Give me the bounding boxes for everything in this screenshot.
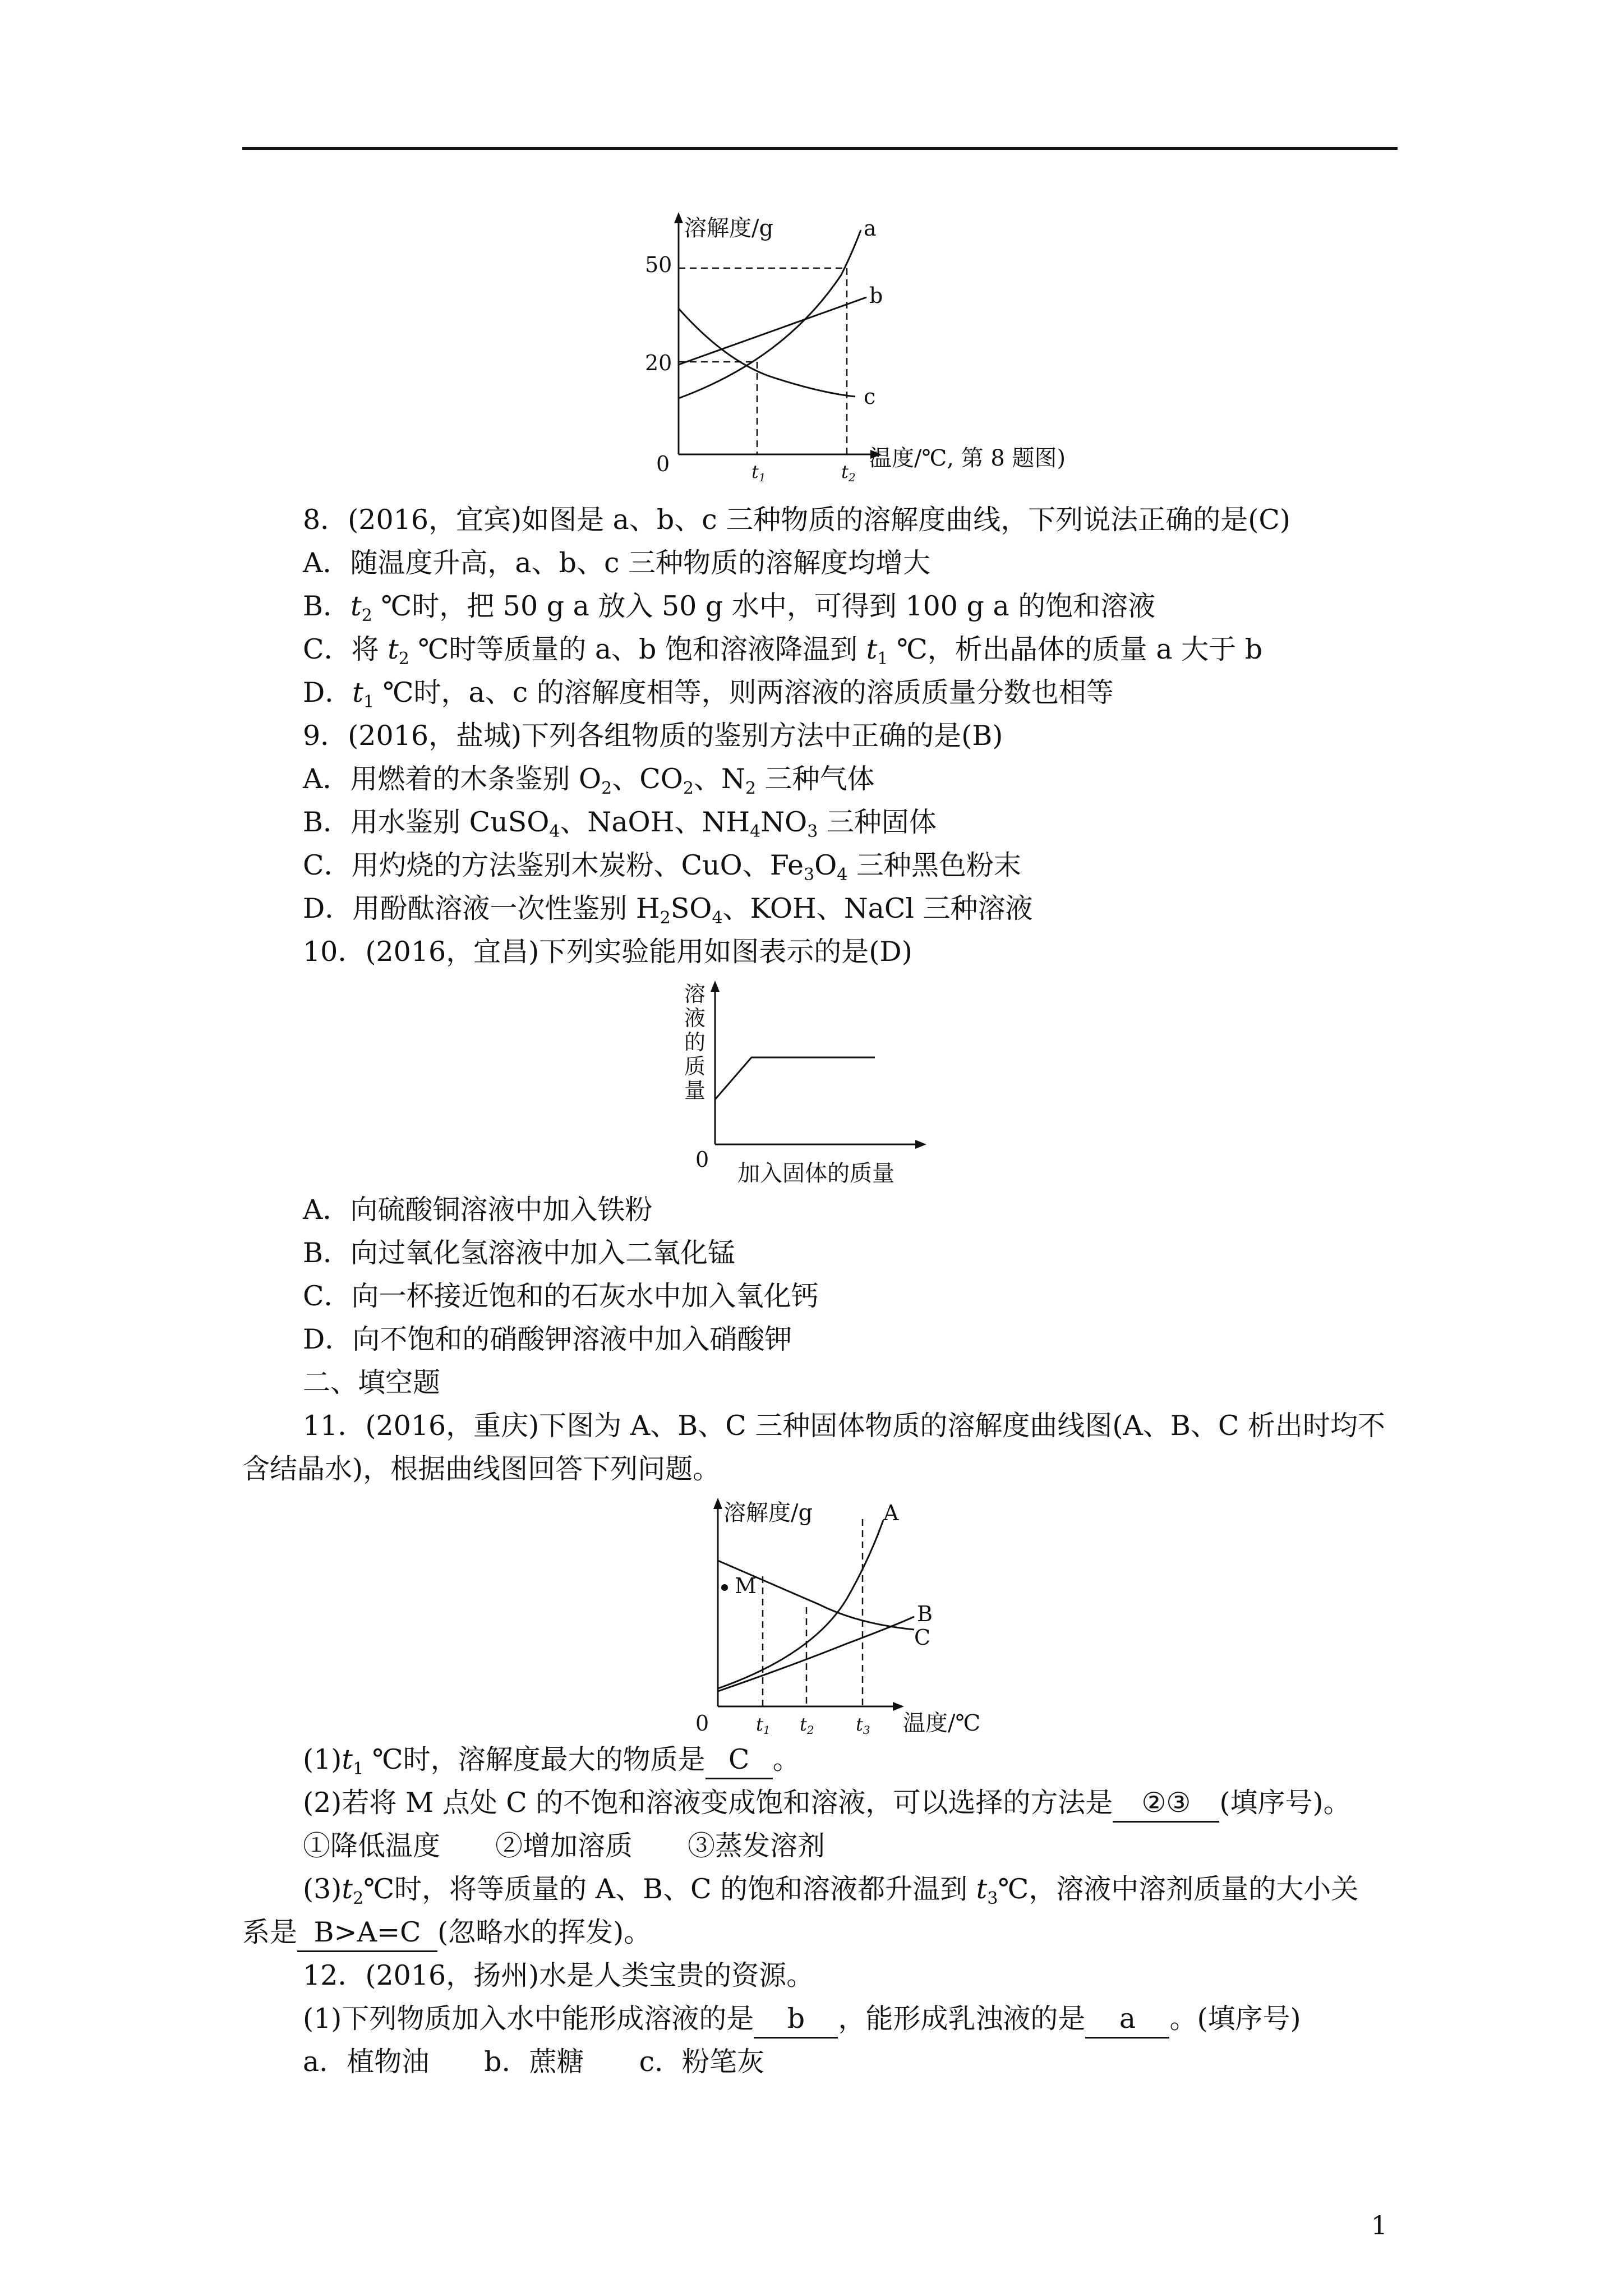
curve-A bbox=[718, 1520, 883, 1688]
q8-option-d: D．$t_1$ ℃时，a、c 的溶解度相等，则两溶液的溶质质量分数也相等 bbox=[303, 677, 1114, 712]
q11-part2-options: ①降低温度 ②增加溶质 ③蒸发溶剂 bbox=[303, 1830, 826, 1862]
q9-option-b: B．用水鉴别 CuSO$_4$、NaOH、$NH_4NO_3$ 三种固体 bbox=[303, 806, 937, 841]
mass-curve bbox=[715, 1057, 875, 1099]
header-rule bbox=[242, 147, 1398, 150]
curve-a bbox=[679, 230, 861, 398]
q12-answer-1: b bbox=[754, 2001, 838, 2039]
figure-q8 bbox=[639, 208, 1066, 484]
tick-t2: t2 bbox=[841, 461, 856, 484]
q8-answer: C bbox=[1258, 504, 1280, 536]
label-C: C bbox=[914, 1625, 931, 1650]
section-heading: 二、填空题 bbox=[303, 1366, 441, 1398]
q11-part2-answer: ②③ bbox=[1113, 1785, 1219, 1823]
q11-part1-answer: C bbox=[706, 1742, 773, 1779]
y-tick-20: 20 bbox=[645, 351, 672, 375]
tick-t1: t1 bbox=[756, 1714, 771, 1737]
curve-B bbox=[718, 1617, 914, 1691]
q10-option-b: B．向过氧化氢溶液中加入二氧化锰 bbox=[303, 1237, 736, 1269]
q9-option-d: D．用酚酞溶液一次性鉴别 $H_2SO_4$、KOH、NaCl 三种溶液 bbox=[303, 892, 1033, 928]
ylabel-char-4: 质 bbox=[684, 1054, 706, 1079]
q8-option-a: A．随温度升高，a、b、c 三种物质的溶解度均增大 bbox=[303, 547, 930, 579]
origin-label: 0 bbox=[695, 1147, 709, 1172]
q9-option-a: A．用燃着的木条鉴别 $O_2$、$CO_2$、$N_2$ 三种气体 bbox=[303, 763, 875, 798]
tick-t2: t2 bbox=[800, 1714, 814, 1737]
ylabel-char-1: 溶 bbox=[684, 982, 706, 1006]
q12-part1: (1)下列物质加入水中能形成溶液的是 b ，能形成乳浊液的是 a 。(填序号) bbox=[303, 2001, 1301, 2039]
curve-b bbox=[679, 297, 866, 365]
x-axis-label: 温度/℃, 第 8 题图) bbox=[869, 445, 1066, 471]
tick-t3: t3 bbox=[856, 1714, 870, 1737]
label-b: b bbox=[869, 283, 883, 308]
origin-label: 0 bbox=[656, 452, 670, 476]
q9-stem: 9．(2016，盐城)下列各组物质的鉴别方法中正确的是(B) bbox=[303, 720, 1003, 752]
y-tick-50: 50 bbox=[645, 252, 672, 277]
q10-option-c: C．向一杯接近饱和的石灰水中加入氧化钙 bbox=[303, 1280, 819, 1312]
figure-q11 bbox=[690, 1492, 1026, 1739]
q11-part3-answer: B>A=C bbox=[297, 1915, 437, 1952]
q11-stem-line2: 含结晶水)，根据曲线图回答下列问题。 bbox=[242, 1453, 721, 1485]
x-axis-label: 温度/℃ bbox=[903, 1710, 981, 1736]
tick-t1: t1 bbox=[751, 461, 766, 484]
q12-stem: 12．(2016，扬州)水是人类宝贵的资源。 bbox=[303, 1959, 814, 1991]
q11-part1: $(1)t_1$ ℃时，溶解度最大的物质是 C 。 bbox=[303, 1742, 800, 1779]
label-a: a bbox=[864, 216, 877, 241]
origin-label: 0 bbox=[695, 1711, 709, 1736]
q10-answer: D bbox=[879, 936, 902, 968]
x-axis-label: 加入固体的质量 bbox=[737, 1161, 895, 1186]
q12-options: a．植物油 b．蔗糖 c．粉笔灰 bbox=[303, 2046, 765, 2078]
q8-stem: 8．(2016，宜宾)如图是 a、b、c 三种物质的溶解度曲线，下列说法正确的是(C) bbox=[303, 504, 1291, 536]
ylabel-char-5: 量 bbox=[684, 1078, 706, 1103]
label-A: A bbox=[883, 1501, 899, 1525]
q10-option-d: D．向不饱和的硝酸钾溶液中加入硝酸钾 bbox=[303, 1323, 792, 1355]
label-M: M bbox=[735, 1573, 757, 1598]
ylabel-char-2: 液 bbox=[684, 1006, 706, 1030]
q10-option-a: A．向硫酸铜溶液中加入铁粉 bbox=[303, 1194, 653, 1226]
q8-option-b: B．$t_2$ ℃时，把 50 g a 放入 50 g 水中，可得到 100 g a 的饱和溶液 bbox=[303, 590, 1156, 625]
point-M bbox=[721, 1584, 728, 1591]
y-axis-label: 溶解度/g bbox=[684, 215, 774, 241]
page-number: 1 bbox=[1371, 2210, 1387, 2240]
q12-answer-2: a bbox=[1085, 2001, 1169, 2039]
q10-stem: 10．(2016，宜昌)下列实验能用如图表示的是(D) bbox=[303, 936, 912, 968]
q11-part3: $(3)t_2℃$时，将等质量的 A、B、C 的饱和溶液都升温到 $t_3℃$，溶液中溶剂质量的大小关 bbox=[303, 1873, 1359, 1908]
figure-q10 bbox=[673, 976, 987, 1189]
q8-option-c: C．将 $t_2$ ℃时等质量的 a、b 饱和溶液降温到 $t_1$ ℃，析出晶体的质量 a 大于 b bbox=[303, 633, 1263, 669]
label-c: c bbox=[864, 384, 876, 409]
ylabel-char-3: 的 bbox=[684, 1030, 706, 1055]
q11-part2: (2)若将 M 点处 C 的不饱和溶液变成饱和溶液，可以选择的方法是 ②③ (填序号)。 bbox=[303, 1785, 1351, 1823]
label-B: B bbox=[917, 1602, 933, 1626]
y-axis-label: 溶解度/g bbox=[723, 1500, 813, 1526]
q11-part3-line2: 系是 B>A=C (忽略水的挥发)。 bbox=[242, 1915, 651, 1952]
q9-answer: B bbox=[972, 720, 993, 752]
q9-option-c: C．用灼烧的方法鉴别木炭粉、CuO、$Fe_3O_4$ 三种黑色粉末 bbox=[303, 849, 1021, 885]
q11-stem-line1: 11．(2016，重庆)下图为 A、B、C 三种固体物质的溶解度曲线图(A、B、C 析出时均不 bbox=[303, 1410, 1385, 1442]
